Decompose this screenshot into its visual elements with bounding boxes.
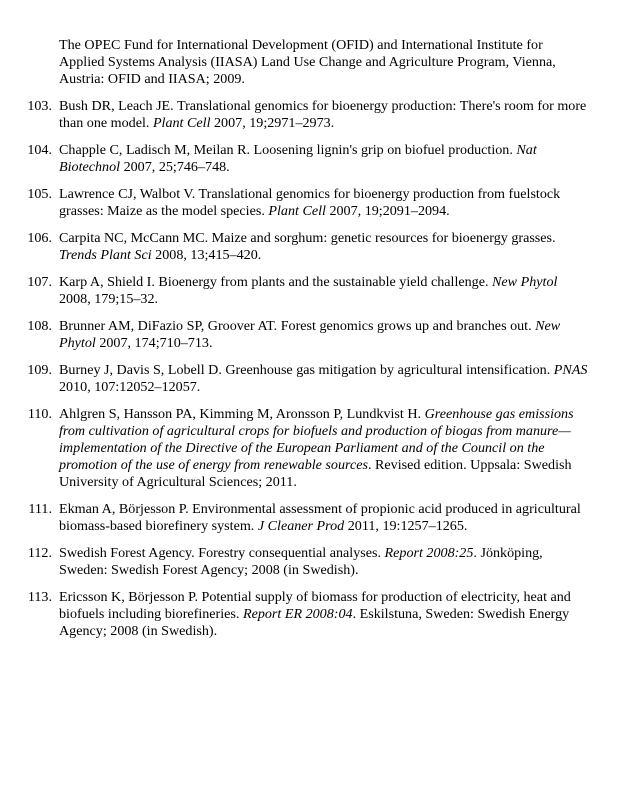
reference-number xyxy=(0,545,52,562)
reference-text xyxy=(59,362,589,396)
reference-text-segment: 2010, 107:12052–12057. xyxy=(59,379,201,395)
reference-text-segment: Bush DR, Leach JE. Translational genomics for bioenergy production: There's room for more than one model. xyxy=(59,98,587,131)
reference-number-text: 106. xyxy=(27,230,52,246)
reference-number xyxy=(0,589,52,606)
reference-item xyxy=(0,589,617,640)
reference-number xyxy=(0,37,52,54)
reference-title-italic: Report 2008:25 xyxy=(384,545,474,561)
reference-item xyxy=(0,37,617,88)
reference-number xyxy=(0,501,52,518)
reference-number-text: 103. xyxy=(27,98,52,114)
reference-number xyxy=(0,98,52,115)
reference-number xyxy=(0,318,52,335)
reference-text xyxy=(59,501,589,535)
reference-title-italic: Trends Plant Sci xyxy=(59,247,152,263)
reference-item xyxy=(0,230,617,264)
reference-number xyxy=(0,406,52,423)
reference-text-segment: Chapple C, Ladisch M, Meilan R. Loosening lignin's grip on biofuel production. xyxy=(59,142,517,158)
reference-text xyxy=(59,142,589,176)
reference-text-segment: The OPEC Fund for International Development (OFID) and International Institute for Applied Systems Analysis (IIASA) Land Use Change and Agriculture Program, Vienna, Austria: OFID and IIASA; 2009. xyxy=(59,37,556,87)
reference-text-segment: Ericsson K, Börjesson P. Potential supply of biomass for production of electricity, heat and biofuels including biorefineries. xyxy=(59,589,571,622)
reference-item xyxy=(0,318,617,352)
reference-text-segment: 2007, 19;2091–2094. xyxy=(325,203,450,219)
reference-text-segment: 2008, 179;15–32. xyxy=(59,291,159,307)
reference-number-text: 113. xyxy=(27,589,52,605)
reference-text-segment: Brunner AM, DiFazio SP, Groover AT. Forest genomics grows up and branches out. xyxy=(59,318,536,334)
reference-list xyxy=(0,37,617,650)
reference-title-italic: Nat Biotechnol xyxy=(59,142,537,175)
reference-number-text: 112. xyxy=(27,545,52,561)
reference-title-italic: New Phytol xyxy=(492,274,558,290)
reference-text xyxy=(59,37,589,88)
reference-number xyxy=(0,274,52,291)
reference-text-segment: Karp A, Shield I. Bioenergy from plants and the sustainable yield challenge. xyxy=(59,274,493,290)
reference-text xyxy=(59,274,589,308)
reference-title-italic: Report ER 2008:04 xyxy=(242,606,353,622)
reference-text xyxy=(59,589,589,640)
reference-text-segment: 2011, 19:1257–1265. xyxy=(344,518,468,534)
reference-text xyxy=(59,230,589,264)
reference-text-segment: . Revised edition. Uppsala: Swedish University of Agricultural Sciences; 2011. xyxy=(59,457,572,490)
reference-number-text: 107. xyxy=(27,274,52,290)
reference-item xyxy=(0,362,617,396)
reference-title-italic: Plant Cell xyxy=(152,115,211,131)
reference-text xyxy=(59,545,589,579)
reference-text-segment: . Eskilstuna, Sweden: Swedish Energy Agency; 2008 (in Swedish). xyxy=(59,606,570,639)
reference-item xyxy=(0,142,617,176)
reference-text-segment: Ekman A, Börjesson P. Environmental assessment of propionic acid produced in agricultural biomass-based biorefinery system. xyxy=(59,501,581,534)
reference-title-italic: PNAS xyxy=(553,362,588,378)
reference-item xyxy=(0,274,617,308)
reference-number-text: 111. xyxy=(28,501,52,517)
reference-title-italic: New Phytol xyxy=(59,318,561,351)
reference-text-segment: . Jönköping, Sweden: Swedish Forest Agency; 2008 (in Swedish). xyxy=(59,545,543,578)
reference-number-text: 109. xyxy=(27,362,52,378)
reference-text-segment: 2007, 174;710–713. xyxy=(95,335,213,351)
reference-text-segment: Swedish Forest Agency. Forestry consequential analyses. xyxy=(59,545,385,561)
reference-text-segment: Ahlgren S, Hansson PA, Kimming M, Aronsson P, Lundkvist H. xyxy=(59,406,425,422)
reference-item xyxy=(0,545,617,579)
reference-text xyxy=(59,98,589,132)
reference-item xyxy=(0,186,617,220)
reference-text-segment: Burney J, Davis S, Lobell D. Greenhouse gas mitigation by agricultural intensification. xyxy=(59,362,554,378)
reference-number xyxy=(0,142,52,159)
reference-title-italic: J Cleaner Prod xyxy=(257,518,345,534)
reference-number xyxy=(0,186,52,203)
reference-number-text: 104. xyxy=(27,142,52,158)
reference-text xyxy=(59,186,589,220)
reference-title-italic: Greenhouse gas emissions from cultivation of agricultural crops for biofuels and production of biogas from manure—implementation of the Directive of the European Parliament and of the Council on the promotion of the use of energy from renewable sources xyxy=(59,406,574,473)
reference-number xyxy=(0,230,52,247)
reference-item xyxy=(0,406,617,491)
reference-text-segment: 2007, 19;2971–2973. xyxy=(210,115,335,131)
reference-title-italic: Plant Cell xyxy=(268,203,326,219)
reference-text-segment: 2008, 13;415–420. xyxy=(151,247,262,263)
reference-number-text: 105. xyxy=(27,186,52,202)
reference-text xyxy=(59,318,589,352)
reference-text xyxy=(59,406,589,491)
reference-item xyxy=(0,501,617,535)
reference-text-segment: 2007, 25;746–748. xyxy=(120,159,230,175)
reference-number xyxy=(0,362,52,379)
reference-number-text: 108. xyxy=(27,318,52,334)
reference-text-segment: Carpita NC, McCann MC. Maize and sorghum: genetic resources for bioenergy grasses. xyxy=(59,230,556,246)
reference-item xyxy=(0,98,617,132)
reference-text-segment: Lawrence CJ, Walbot V. Translational genomics for bioenergy production from fuelstock grasses: Maize as the model species. xyxy=(59,186,561,219)
reference-number-text: 110. xyxy=(27,406,52,422)
